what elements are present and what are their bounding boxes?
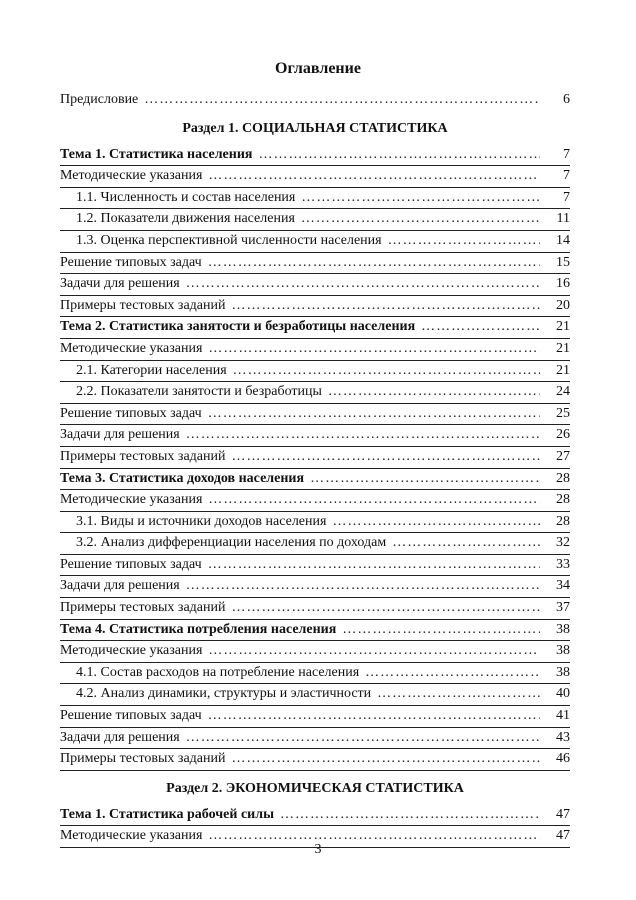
toc-page-number: 21 (556, 362, 570, 378)
section-heading-1: Раздел 1. СОЦИАЛЬНАЯ СТАТИСТИКА (182, 120, 448, 136)
toc-page-number: 24 (556, 384, 570, 400)
toc-label: Примеры тестовых заданий (60, 448, 226, 464)
toc-label: 2.2. Показатели занятости и безработицы (76, 384, 322, 400)
toc-row (60, 576, 570, 598)
leader-dots (231, 749, 540, 770)
toc-page-number: 20 (556, 297, 570, 313)
toc-page-number: 34 (556, 578, 570, 594)
toc-label: 1.2. Показатели движения населения (76, 211, 295, 227)
leader-dots (208, 555, 540, 576)
toc-label: 2.1. Категории населения (76, 362, 227, 378)
toc-row (60, 641, 570, 663)
leader-dots (208, 253, 540, 274)
toc-label: 1.3. Оценка перспективной численности населения (76, 232, 382, 248)
leader-dots (186, 728, 540, 749)
toc-row (60, 145, 570, 167)
toc-label: Задачи для решения (60, 729, 180, 745)
toc-row (60, 728, 570, 750)
toc-page-number: 21 (556, 340, 570, 356)
leader-dots (208, 166, 540, 187)
toc-label: Методические указания (60, 643, 203, 659)
toc-row (60, 382, 570, 404)
leader-dots (342, 620, 540, 641)
toc-label: 3.2. Анализ дифференциации населения по доходам (76, 535, 387, 551)
toc-label: Тема 1. Статистика населения (60, 146, 253, 162)
toc-page-number: 27 (556, 448, 570, 464)
toc-label: Методические указания (60, 340, 203, 356)
toc-label: Задачи для решения (60, 276, 180, 292)
toc-page-number: 41 (556, 708, 570, 724)
toc-row (60, 805, 570, 827)
leader-dots (392, 533, 540, 554)
leader-dots (231, 296, 540, 317)
toc-row (60, 425, 570, 447)
toc-row (60, 620, 570, 642)
leader-dots (186, 425, 540, 446)
leader-dots (231, 447, 540, 468)
toc-page-number: 16 (556, 276, 570, 292)
toc-page-number: 14 (556, 232, 570, 248)
toc-label: Предисловие (60, 92, 139, 107)
toc-row-preface (60, 90, 570, 111)
toc-page-number: 38 (556, 621, 570, 637)
leader-dots (208, 490, 540, 511)
leader-dots (301, 209, 540, 230)
leader-dots (208, 404, 540, 425)
toc-row (60, 490, 570, 512)
toc-label: Методические указания (60, 828, 203, 844)
toc-label: Решение типовых задач (60, 405, 202, 421)
toc-page-number: 37 (556, 600, 570, 616)
toc-page-number: 26 (556, 427, 570, 443)
toc-row (60, 598, 570, 620)
toc-row (60, 447, 570, 469)
toc-page-number: 33 (556, 556, 570, 572)
leader-dots (301, 188, 540, 209)
toc-label: Задачи для решения (60, 578, 180, 594)
toc-page-number: 7 (563, 146, 570, 162)
leader-dots (332, 512, 540, 533)
toc-row (60, 404, 570, 426)
toc-label: Примеры тестовых заданий (60, 600, 226, 616)
leader-dots (208, 706, 540, 727)
toc-row (60, 533, 570, 555)
section-heading-2: Раздел 2. ЭКОНОМИЧЕСКАЯ СТАТИСТИКА (166, 780, 464, 796)
leader-dots (421, 317, 540, 338)
toc-page-number: 47 (556, 828, 570, 844)
toc-label: Примеры тестовых заданий (60, 297, 226, 313)
toc-row (60, 361, 570, 383)
leader-dots (186, 274, 540, 295)
toc-page-number: 28 (556, 470, 570, 486)
toc-row (60, 253, 570, 275)
toc-page-number: 28 (556, 492, 570, 508)
toc-label: Тема 2. Статистика занятости и безработицы населения (60, 319, 416, 335)
toc-row (60, 706, 570, 728)
toc-page-number: 40 (556, 686, 570, 702)
toc-label: Решение типовых задач (60, 254, 202, 270)
toc-row (60, 188, 570, 210)
toc-page-number: 28 (556, 513, 570, 529)
toc-row (60, 317, 570, 339)
toc-page-number: 11 (556, 211, 570, 227)
toc-label: 4.1. Состав расходов на потребление населения (76, 664, 360, 680)
toc-page-number: 38 (556, 643, 570, 659)
toc-row (60, 209, 570, 231)
leader-dots (280, 805, 540, 826)
toc-label: Решение типовых задач (60, 708, 202, 724)
toc-page-number: 21 (556, 319, 570, 335)
toc-row (60, 339, 570, 361)
toc-label: Методические указания (60, 492, 203, 508)
toc-page-number: 32 (556, 535, 570, 551)
leader-dots (186, 576, 540, 597)
leader-dots (208, 339, 540, 360)
toc-label: Задачи для решения (60, 427, 180, 443)
toc-row (60, 296, 570, 318)
toc-label: 1.1. Численность и состав населения (76, 189, 296, 205)
page-title: Оглавление (275, 60, 361, 77)
toc-page-number: 46 (556, 751, 570, 767)
toc-page-number: 47 (556, 806, 570, 822)
leader-dots (328, 382, 540, 403)
toc-label: Методические указания (60, 168, 203, 184)
toc-label: Решение типовых задач (60, 556, 202, 572)
toc-label: 3.1. Виды и источники доходов населения (76, 513, 327, 529)
toc-page-number: 6 (563, 92, 570, 107)
toc-page-number: 43 (556, 729, 570, 745)
leader-dots (377, 684, 540, 705)
toc-page-number: 38 (556, 664, 570, 680)
toc-row (60, 663, 570, 685)
toc-row (60, 684, 570, 706)
toc-label: Примеры тестовых заданий (60, 751, 226, 767)
leader-dots (310, 469, 540, 490)
toc-page-number: 7 (563, 189, 570, 205)
toc-page-number: 25 (556, 405, 570, 421)
toc-label: Тема 3. Статистика доходов населения (60, 470, 305, 486)
toc-row (60, 231, 570, 253)
toc-row (60, 512, 570, 534)
toc-row (60, 166, 570, 188)
toc-page-number: 7 (563, 168, 570, 184)
toc-label: Тема 1. Статистика рабочей силы (60, 806, 275, 822)
leader-dots (208, 641, 540, 662)
table-of-contents (60, 90, 570, 848)
toc-row (60, 274, 570, 296)
toc-row (60, 749, 570, 771)
toc-row (60, 469, 570, 491)
leader-dots (388, 231, 540, 252)
leader-dots (233, 361, 540, 382)
toc-row (60, 555, 570, 577)
leader-dots (231, 598, 540, 619)
section-1-rows (60, 145, 570, 771)
toc-label: 4.2. Анализ динамики, структуры и эластичности (76, 686, 372, 702)
leader-dots (144, 90, 540, 111)
leader-dots (365, 663, 540, 684)
toc-page-number: 15 (556, 254, 570, 270)
page-number: 3 (314, 842, 322, 857)
toc-label: Тема 4. Статистика потребления населения (60, 621, 337, 637)
leader-dots (258, 145, 540, 166)
